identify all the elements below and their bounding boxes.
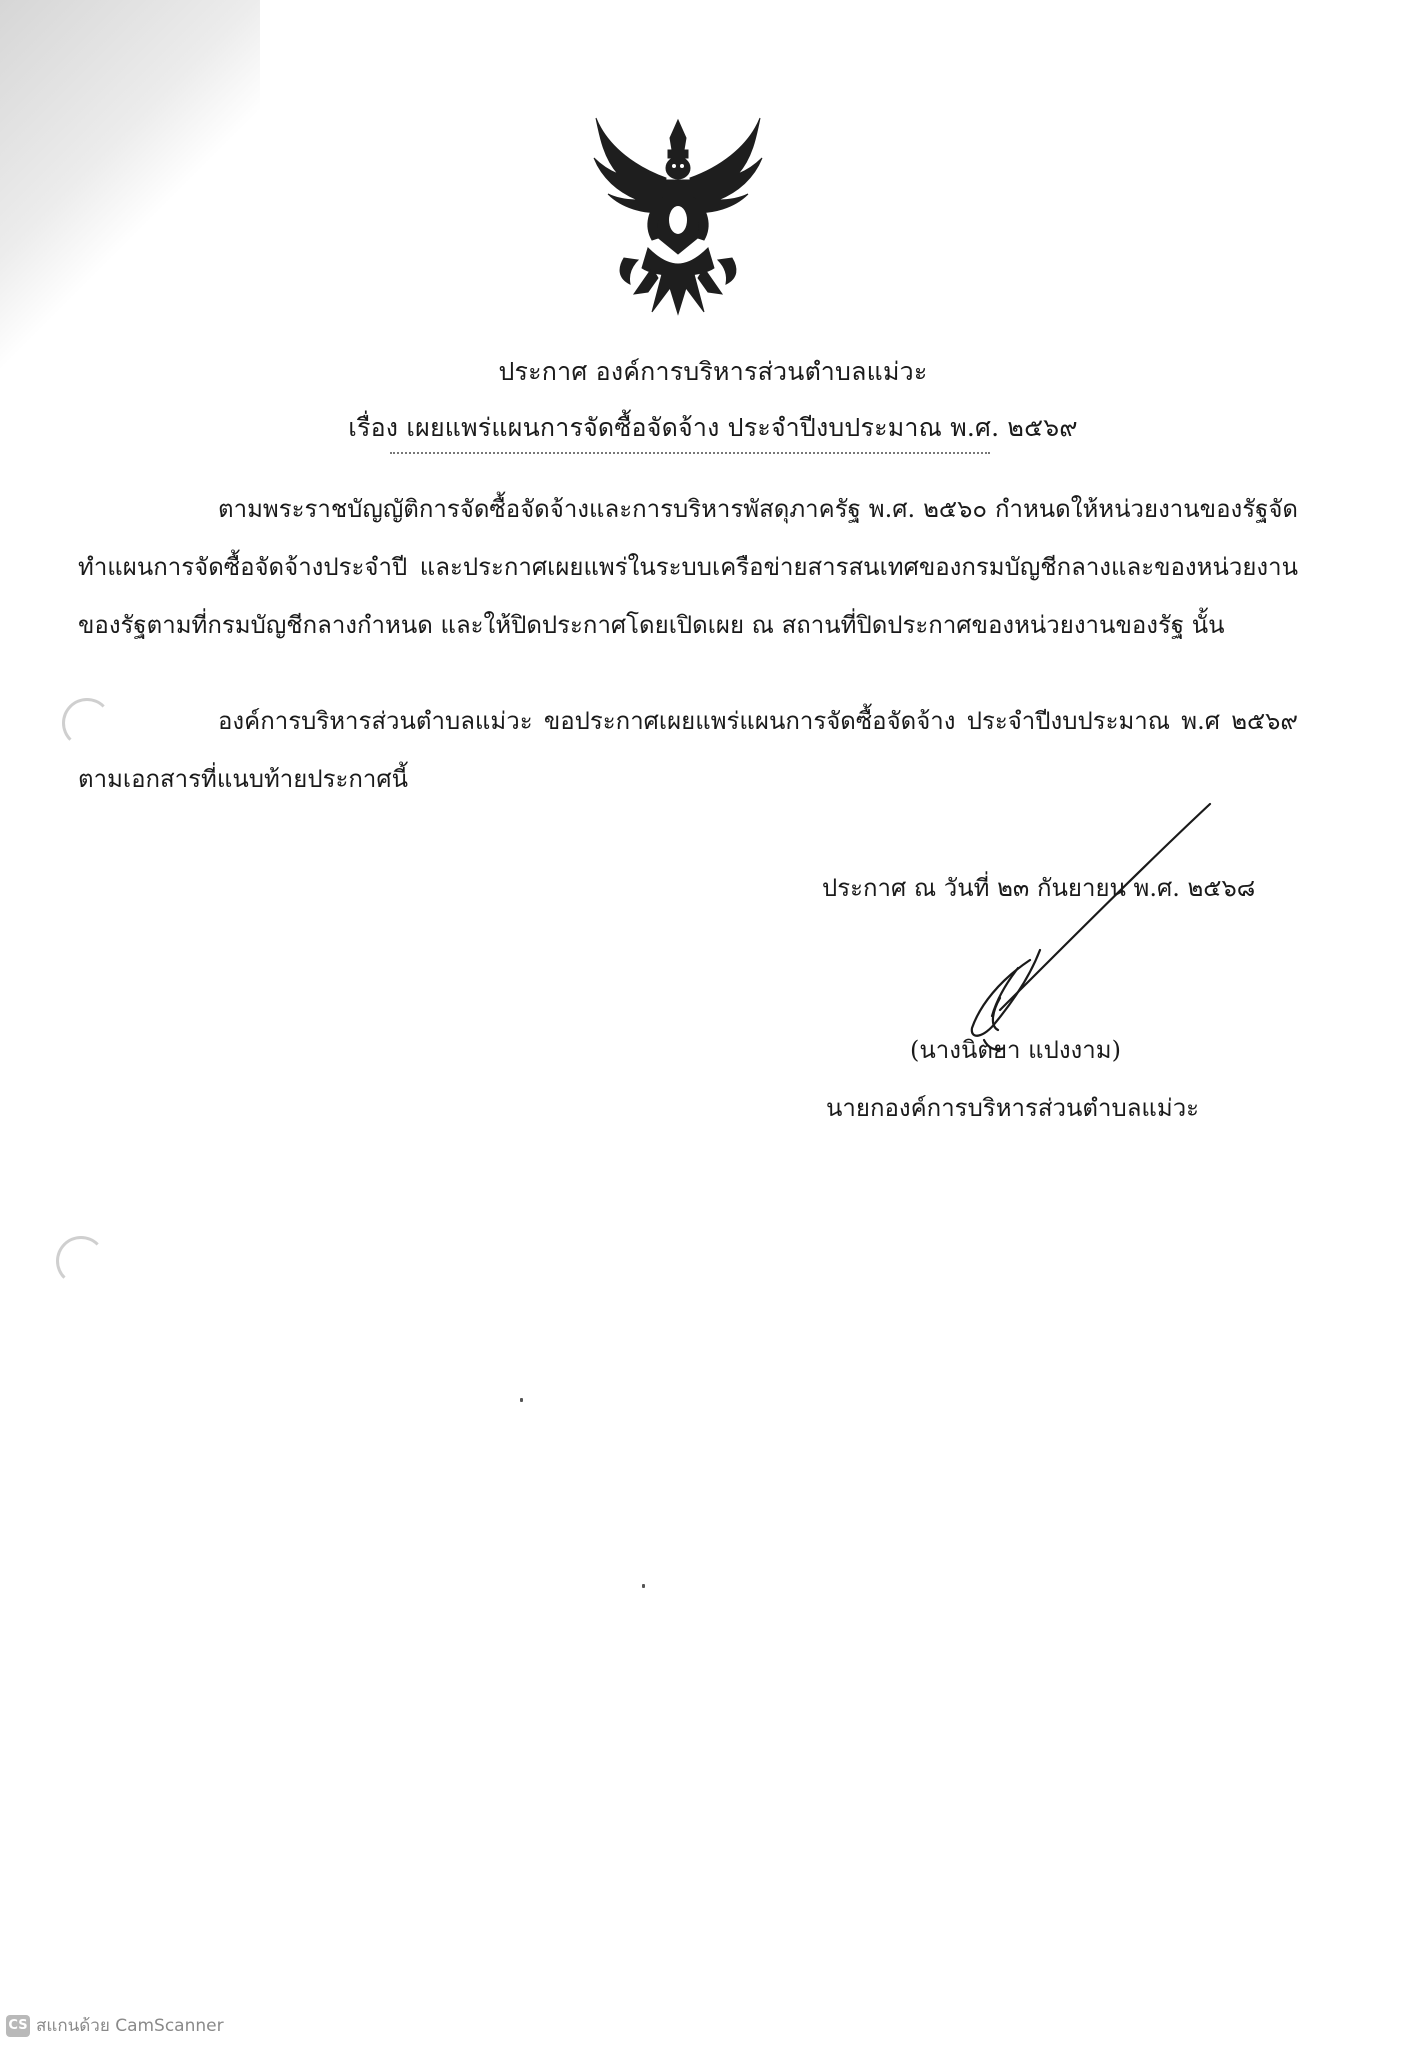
signatory-name: (นางนิตยา แปงงาม) bbox=[910, 1036, 1121, 1064]
scan-speck bbox=[520, 1398, 523, 1402]
punch-hole-mark bbox=[56, 1236, 106, 1286]
announcement-subject: เรื่อง เผยแพร่แผนการจัดซื้อจัดจ้าง ประจำปีงบประมาณ พ.ศ. ๒๕๖๙ bbox=[348, 413, 1078, 442]
body-paragraph-2: องค์การบริหารส่วนตำบลแม่วะ ขอประกาศเผยแพร่แผนการจัดซื้อจัดจ้าง ประจำปีงบประมาณ พ.ศ ๒๕๖๙ ตามเอกสารที่แนบท้ายประกาศนี้ bbox=[78, 707, 1298, 793]
page-corner-shadow bbox=[0, 0, 260, 380]
announcement-date: ประกาศ ณ วันที่ ๒๓ กันยายน พ.ศ. ๒๕๖๘ bbox=[822, 874, 1256, 902]
garuda-emblem-icon bbox=[578, 108, 778, 318]
announcement-title: ประกาศ องค์การบริหารส่วนตำบลแม่วะ bbox=[498, 357, 928, 386]
punch-hole-mark bbox=[62, 698, 112, 748]
scan-speck bbox=[642, 1584, 645, 1588]
signatory-position: นายกองค์การบริหารส่วนตำบลแม่วะ bbox=[826, 1094, 1200, 1122]
body-paragraph-1: ตามพระราชบัญญัติการจัดซื้อจัดจ้างและการบริหารพัสดุภาครัฐ พ.ศ. ๒๕๖๐ กำหนดให้หน่วยงานของรัฐจัดทำแผนการจัดซื้อจัดจ้างประจำปี และประกาศเผยแพร่ในระบบเครือข่ายสารสนเทศของกรมบัญชีกลางและของหน่วยงานของรัฐตามที่กรมบัญชีกลางกำหนด และให้ปิดประกาศโดยเปิดเผย ณ สถานที่ปิดประกาศของหน่วยงานของรัฐ นั้น bbox=[78, 495, 1298, 639]
camscanner-text: สแกนด้วย CamScanner bbox=[36, 2016, 224, 2036]
title-divider bbox=[390, 452, 990, 454]
camscanner-watermark bbox=[6, 2012, 224, 2039]
camscanner-logo-icon: CS bbox=[6, 2015, 30, 2037]
handwritten-signature bbox=[880, 790, 1220, 1060]
